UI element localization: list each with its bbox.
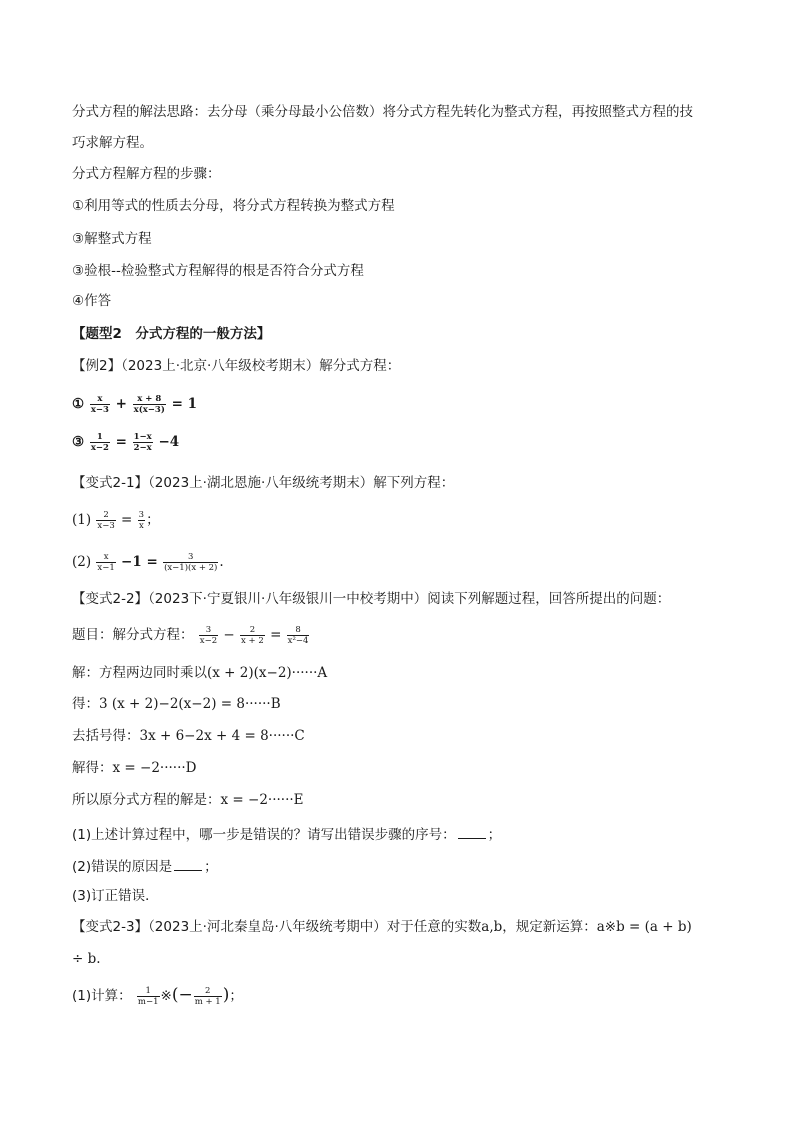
eq-marker: ③ [72, 434, 85, 450]
step-math: (x + 2)(x−2)······A [207, 665, 328, 681]
variant-2-2-question-2 [72, 856, 218, 876]
punctuation: ； [204, 859, 218, 875]
variant-2-2-question-1 [72, 824, 501, 844]
solution-step-a [72, 664, 327, 682]
fraction-numerator: 3 [188, 552, 194, 562]
fraction-numerator: x [97, 394, 103, 404]
section-title: 【题型2 分式方程的一般方法】 [72, 326, 271, 342]
problem-prefix: 题目：解分式方程： [72, 627, 194, 643]
variant-2-1-question-2 [72, 552, 224, 573]
fraction-numerator: 1−x [133, 432, 152, 442]
fraction [90, 432, 110, 453]
solution-step-e [72, 791, 304, 809]
equation-tail: −4 [158, 434, 180, 450]
example-2-source: （2023上·北京·八年级校考期末）解分式方程： [121, 358, 401, 374]
equation-rhs: = 1 [171, 396, 197, 412]
variant-2-2-question-3: (3)订正错误． [72, 888, 159, 904]
variant-2-2-heading [72, 590, 670, 608]
fraction-numerator: 2 [103, 510, 109, 520]
fraction-denominator: x−2 [199, 636, 218, 646]
variant-2-3-definition-cont: ÷ b. [72, 951, 101, 967]
operator: + [115, 396, 127, 412]
punctuation: ； [229, 988, 243, 1004]
operator: = [270, 627, 282, 643]
step-prefix: 去括号得： [72, 728, 140, 744]
fraction-numerator: 1 [145, 986, 151, 996]
step-1: ①利用等式的性质去分母，将分式方程转换为整式方程 [72, 198, 395, 214]
fraction [240, 625, 265, 646]
operator: ※ [160, 988, 172, 1004]
fraction [194, 986, 222, 1007]
fraction [96, 510, 115, 531]
steps-title: 分式方程解方程的步骤： [72, 166, 221, 182]
example-2-equation-2 [72, 432, 179, 453]
punctuation: . [219, 554, 224, 570]
punctuation: ； [146, 512, 160, 528]
fraction-denominator: (x−1)(x + 2) [164, 563, 218, 573]
intro-line-2: 巧求解方程。 [72, 135, 153, 151]
fraction-numerator: 8 [295, 625, 301, 635]
punctuation: ； [487, 827, 502, 843]
answer-blank[interactable] [174, 856, 202, 871]
fraction-denominator: x−2 [90, 443, 109, 453]
eq-marker: ① [72, 396, 85, 412]
fraction [137, 986, 160, 1007]
step-4: ④作答 [72, 293, 112, 309]
step-2: ③解整式方程 [72, 231, 152, 247]
fraction [163, 552, 218, 573]
fraction-denominator: m + 1 [194, 997, 221, 1007]
solution-step-c [72, 727, 305, 745]
variables: a,b [481, 919, 503, 935]
question-marker: (1) [72, 512, 92, 528]
fraction-numerator: x + 8 [137, 394, 162, 404]
paren: ) [222, 985, 230, 1005]
fraction-denominator: 2−x [133, 443, 152, 453]
question-marker: (2) [72, 554, 92, 570]
step-math: 3x + 6−2x + 4 = 8······C [139, 728, 305, 744]
variant-2-1-heading [72, 474, 454, 492]
answer-blank[interactable] [458, 824, 486, 839]
fraction [133, 394, 166, 415]
solution-step-b [72, 695, 281, 713]
fraction-denominator: x + 2 [241, 636, 264, 646]
example-2-heading [72, 357, 400, 375]
step-3: ③验根--检验整式方程解得的根是否符合分式方程 [72, 263, 364, 279]
question-text: (1)上述计算过程中，哪一步是错误的？请写出错误步骤的序号： [72, 827, 456, 843]
question-prefix: (1)计算： [72, 988, 132, 1004]
fraction [96, 552, 115, 573]
fraction [90, 394, 110, 415]
operator: − [223, 627, 235, 643]
fraction-numerator: 2 [249, 625, 256, 635]
step-prefix: 得： [72, 696, 99, 712]
operator: −1 = [121, 554, 158, 570]
fraction [287, 625, 310, 646]
variant-2-3-label: 【变式2-3】 [72, 919, 149, 935]
variant-2-2-problem [72, 625, 310, 646]
step-prefix: 所以原分式方程的解是： [72, 792, 221, 808]
variant-2-3-source-cont: ，规定新运算： [502, 919, 597, 935]
fraction-numerator: 3 [138, 510, 145, 520]
fraction-denominator: x−3 [97, 521, 115, 531]
fraction-denominator: x−1 [97, 563, 115, 573]
paren: (− [171, 985, 193, 1005]
fraction-denominator: m−1 [137, 997, 159, 1007]
variant-2-1-source: （2023上·湖北恩施·八年级统考期末）解下列方程： [148, 475, 455, 491]
example-2-label: 【例2】 [72, 358, 122, 374]
question-text: (2)错误的原因是 [72, 859, 173, 875]
fraction-denominator: x(x−3) [133, 405, 165, 415]
step-prefix: 解得： [72, 760, 113, 776]
intro-line-1: 分式方程的解法思路：去分母（乘分母最小公倍数）将分式方程先转化为整式方程，再按照整式方程的技 [72, 104, 693, 120]
fraction-numerator: x [103, 552, 109, 562]
variant-2-1-label: 【变式2-1】 [72, 475, 149, 491]
step-math: 3 (x + 2)−2(x−2) = 8······B [99, 696, 281, 712]
step-prefix: 解：方程两边同时乘以 [72, 665, 207, 681]
fraction-denominator: x−3 [90, 405, 109, 415]
variant-2-1-question-1 [72, 510, 160, 531]
operator: = [121, 512, 133, 528]
fraction-numerator: 1 [96, 432, 103, 442]
variant-2-3-heading [72, 918, 692, 936]
fraction-denominator: x²−4 [287, 636, 309, 646]
fraction [133, 432, 153, 453]
operator: = [115, 434, 127, 450]
fraction-denominator: x [138, 521, 144, 531]
operation-definition: a※b = (a + b) [596, 919, 692, 935]
fraction [138, 510, 145, 531]
fraction-numerator: 3 [205, 625, 212, 635]
fraction-numerator: 2 [205, 986, 211, 996]
step-math: x = −2······D [112, 760, 197, 776]
variant-2-2-source: （2023下·宁夏银川·八年级银川一中校考期中）阅读下列解题过程，回答所提出的问题： [148, 591, 671, 607]
step-math: x = −2······E [220, 792, 304, 808]
variant-2-3-source: （2023上·河北秦皇岛·八年级统考期中）对于任意的实数 [148, 919, 482, 935]
solution-step-d [72, 759, 196, 777]
fraction [199, 625, 218, 646]
variant-2-3-question-1 [72, 986, 243, 1007]
example-2-equation-1 [72, 394, 197, 415]
variant-2-2-label: 【变式2-2】 [72, 591, 149, 607]
